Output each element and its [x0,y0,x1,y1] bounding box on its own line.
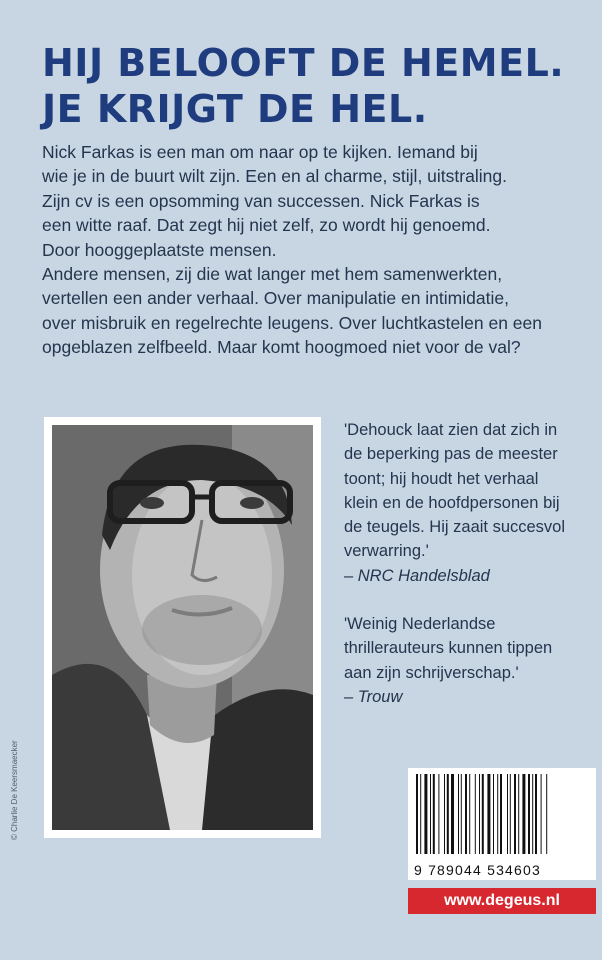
quote-line: toont; hij houdt het verhaal [344,469,539,488]
blurb-line: vertellen een ander verhaal. Over manipulatie en intimidatie, [42,288,509,309]
barcode-bar [522,774,525,854]
publisher-website[interactable]: www.degeus.nl [408,888,596,914]
barcode-bar [535,774,537,854]
barcode-bar [532,774,533,854]
photo-credit: © Charlie De Keersmaecker [10,740,19,840]
barcode-bar [465,774,467,854]
barcode-bars [416,774,588,854]
author-portrait-illustration [52,425,313,830]
barcode-bar [424,774,427,854]
barcode-bar [444,774,445,854]
review-quote-trouw [344,612,594,709]
isbn-number: 9 789044 534603 [414,862,541,878]
barcode-bar [510,774,511,854]
quote-line: klein en de hoofdpersonen bij [344,493,560,512]
barcode-bar [420,774,421,854]
quote-line: thrillerauteurs kunnen tippen [344,639,553,658]
barcode-bar [518,774,519,854]
headline-line-1: HIJ BELOOFT DE HEMEL. [42,41,565,85]
review-quote-nrc [344,418,594,588]
barcode-bar [461,774,462,854]
headline-line-2: JE KRIJGT DE HEL. [42,87,428,131]
barcode-bar [430,774,431,854]
barcode-bar [497,774,498,854]
blurb-line: een witte raaf. Dat zegt hij niet zelf, zo wordt hij genoemd. [42,215,491,236]
barcode-bar [541,774,542,854]
quote-line: de beperking pas de meester [344,445,558,464]
blurb-line: Zijn cv is een opsomming van successen. Nick Farkas is [42,190,480,211]
quote-line: 'Dehouck laat zien dat zich in [344,421,558,439]
headline [42,40,582,132]
quote-line: aan zijn schrijverschap.' [344,663,519,682]
author-photo [52,425,313,830]
barcode-bar [500,774,502,854]
blurb-line: Nick Farkas is een man om naar op te kijken. Iemand bij [42,142,478,162]
isbn-barcode [408,768,596,880]
barcode-bar [514,774,516,854]
barcode-bar [487,774,490,854]
barcode-bar [479,774,480,854]
blurb-line: wie je in de buurt wilt zijn. Een en al charme, stijl, uitstraling. [42,166,507,187]
barcode-bar [416,774,418,854]
barcode-bar [546,774,547,854]
barcode-bar [493,774,494,854]
quote-source: – Trouw [344,687,403,706]
quote-line: de teugels. Hij zaait succesvol [344,518,566,537]
author-photo-frame [44,417,321,838]
blurb-line: opgeblazen zelfbeeld. Maar komt hoogmoed niet voor de val? [42,337,521,358]
barcode-bar [482,774,484,854]
quote-source: – NRC Handelsblad [344,566,490,585]
quote-line: verwarring.' [344,542,429,561]
barcode-bar [438,774,439,854]
blurb-line: Door hooggeplaatste mensen. [42,239,277,260]
blurb-line: over misbruik en regelrechte leugens. Over luchtkastelen en een [42,312,542,333]
barcode-bar [433,774,435,854]
barcode-bar [447,774,449,854]
review-quotes [344,418,594,709]
quote-line: 'Weinig Nederlandse [344,615,496,634]
barcode-bar [458,774,459,854]
barcode-bar [475,774,476,854]
barcode-bar [451,774,454,854]
barcode-bar [507,774,508,854]
barcode-bar [528,774,530,854]
blurb [42,140,582,360]
blurb-line: Andere mensen, zij die wat langer met hem samenwerkten, [42,264,503,285]
barcode-bar [469,774,470,854]
